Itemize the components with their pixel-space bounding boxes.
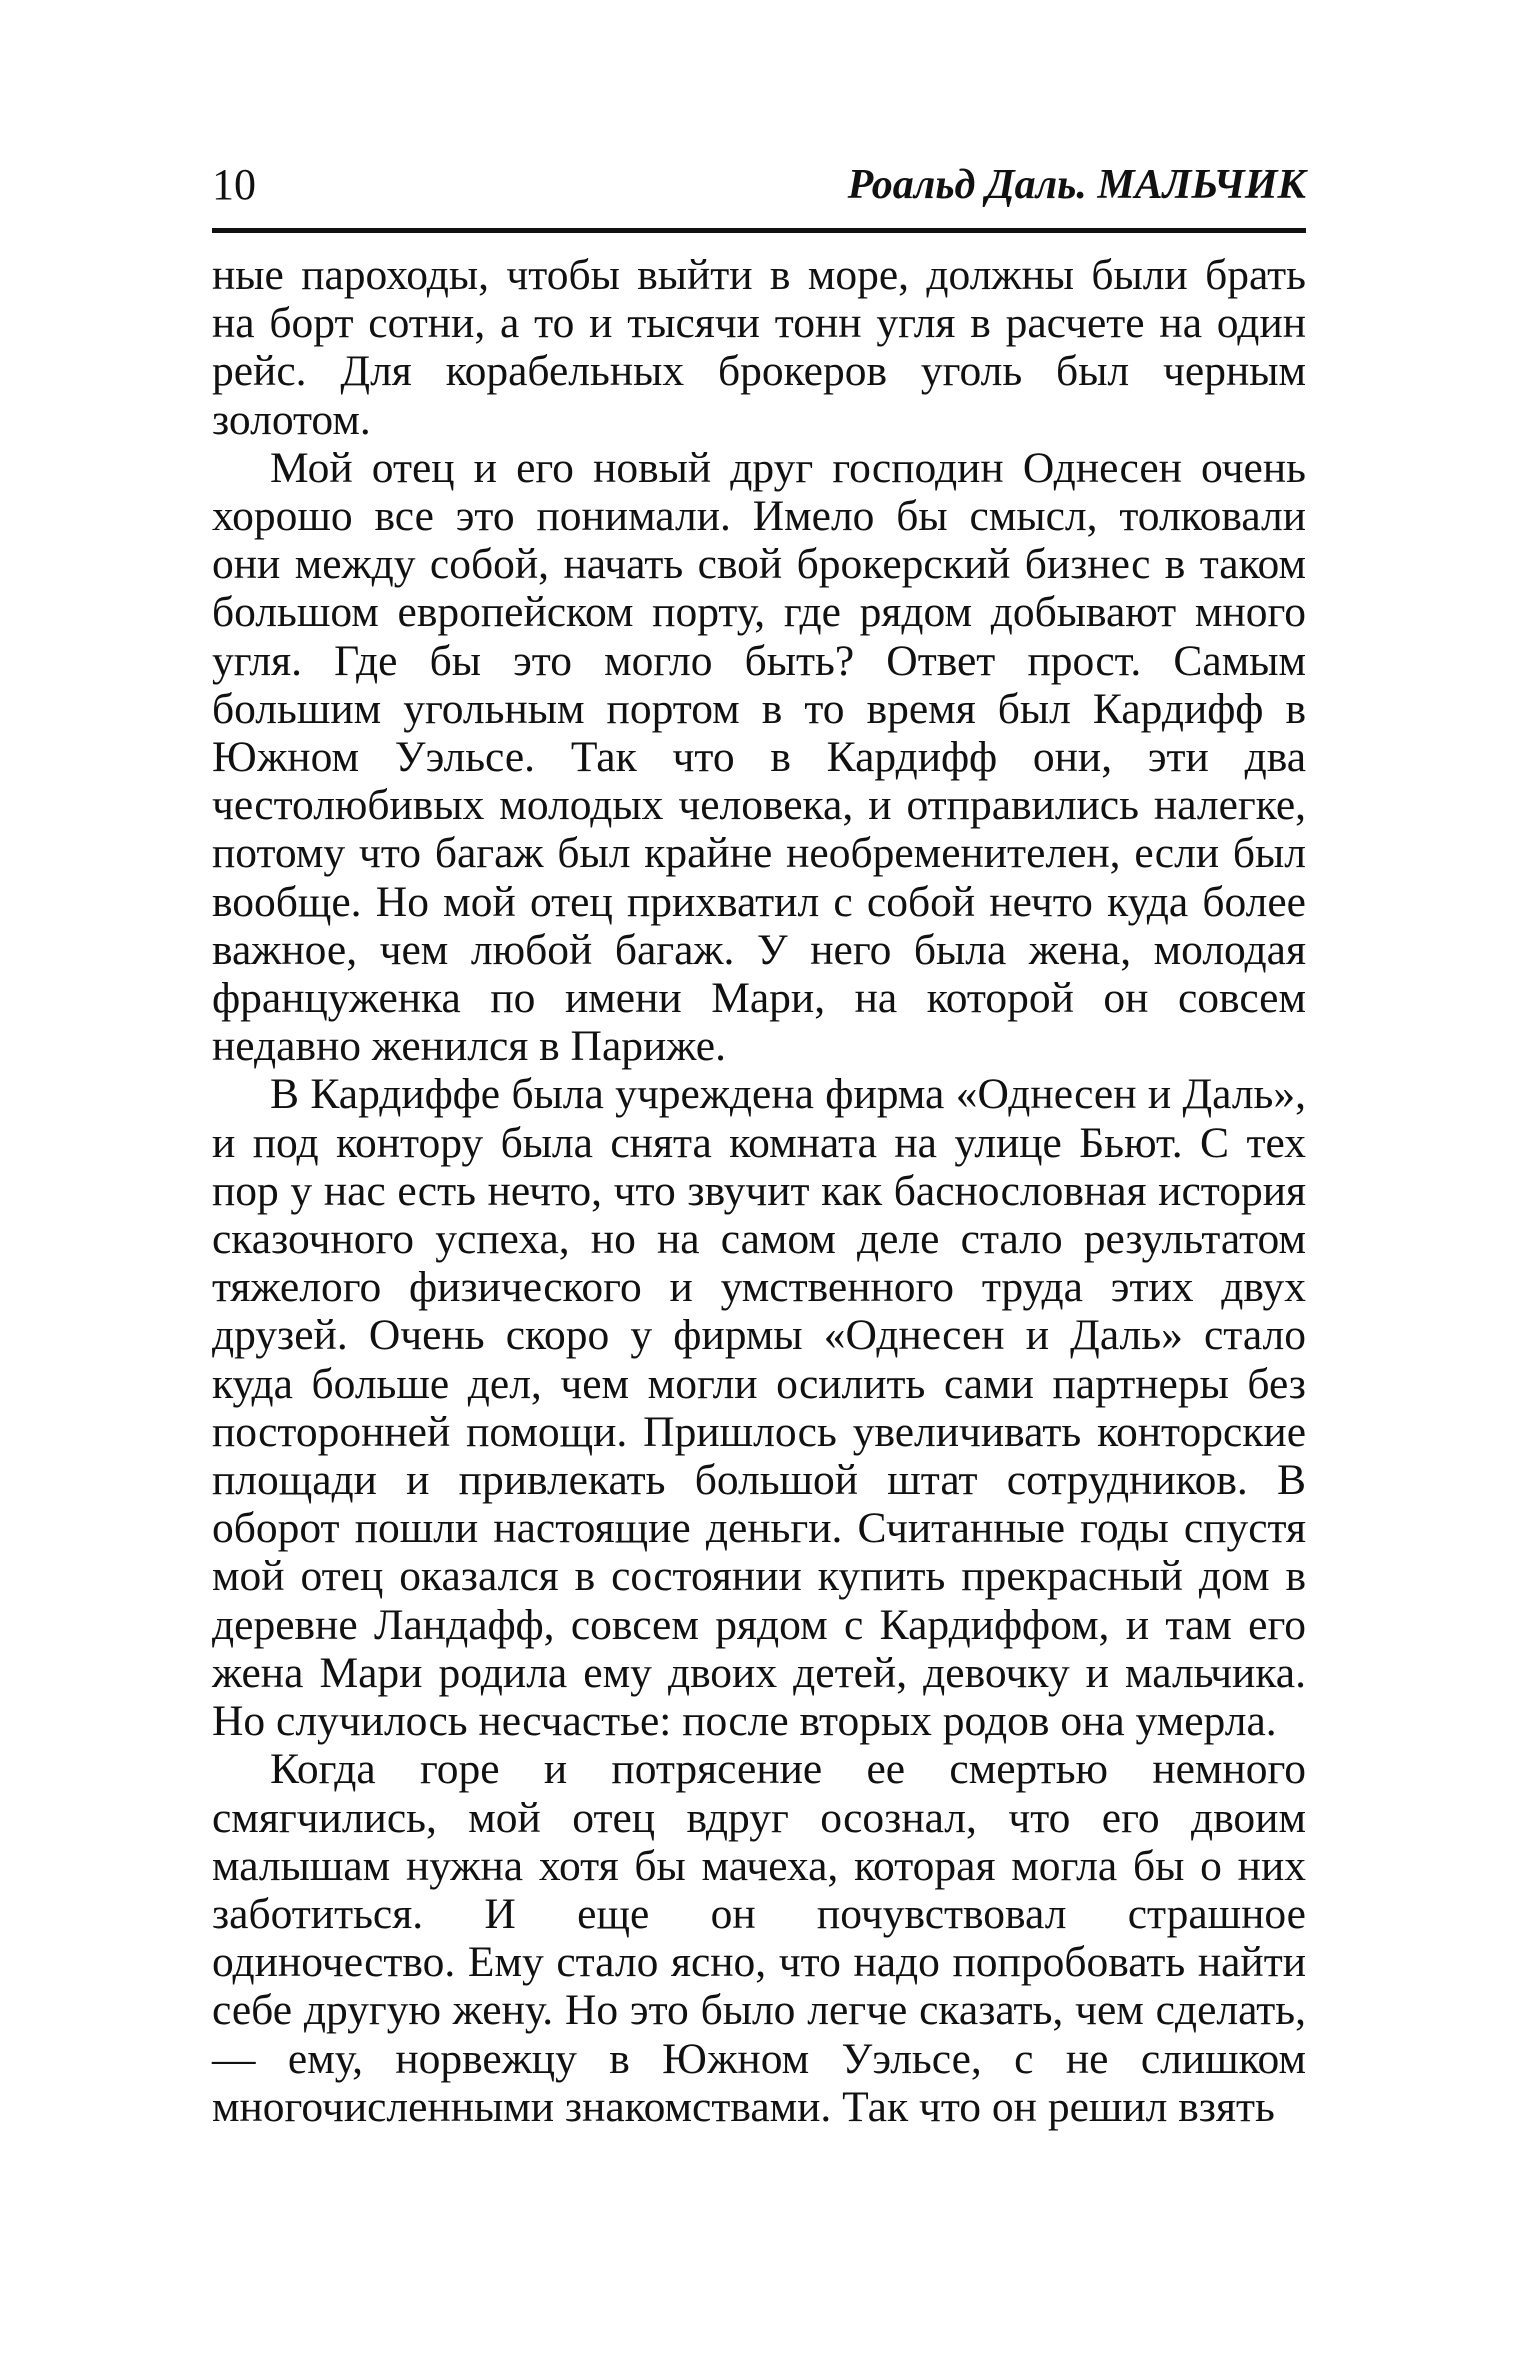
body-text bbox=[212, 251, 1306, 2131]
paragraph-1: ные пароходы, чтобы выйти в море, должны были брать на борт сотни, а то и тысячи тонн угля в расчете на один рейс. Для корабельных брокеров уголь был черным золотом. bbox=[212, 251, 1306, 444]
page-number: 10 bbox=[212, 160, 256, 209]
page-header bbox=[212, 150, 1306, 233]
paragraph-3: В Кардиффе была учреждена фирма «Однесен и Даль», и под контору была снята комната на улице Бьют. С тех пор у нас есть нечто, что звучит как баснословная история сказочного успеха, но на самом деле стало результатом тяжелого физического и умственного труда этих двух друзей. Очень скоро у фирмы «Однесен и Даль» стало куда больше дел, чем могли осилить сами партнеры без посторонней помощи. Пришлось увеличивать конторские площади и привлекать большой штат сотрудников. В оборот пошли настоящие деньги. Считанные годы спустя мой отец оказался в состоянии купить прекрасный дом в деревне Ландафф, совсем рядом с Кардиффом, и там его жена Мари родила ему двоих детей, девочку и мальчика. Но случилось несчастье: после вторых родов она умерла. bbox=[212, 1070, 1306, 1746]
paragraph-2: Мой отец и его новый друг господин Однесен очень хорошо все это понимали. Имело бы смысл, толковали они между собой, начать свой брокерский бизнес в таком большом европейском порту, где рядом добывают много угля. Где бы это могло быть? Ответ прост. Самым большим угольным портом в то время был Кардифф в Южном Уэльсе. Так что в Кардифф они, эти два честолюбивых молодых человека, и отправились налегке, потому что багаж был крайне необременителен, если был вообще. Но мой отец прихватил с собой нечто куда более важное, чем любой багаж. У него была жена, молодая француженка по имени Мари, на которой он совсем недавно женился в Париже. bbox=[212, 443, 1306, 1071]
book-page bbox=[212, 150, 1306, 2131]
running-title: Роальд Даль. МАЛЬЧИК bbox=[847, 162, 1306, 208]
paragraph-4: Когда горе и потрясение ее смертью немного смягчились, мой отец вдруг осознал, что его двоим малышам нужна хотя бы мачеха, которая могла бы о них заботиться. И еще он почувствовал страшное одиночество. Ему стало ясно, что надо попробовать найти себе другую жену. Но это было легче сказать, чем сделать, — ему, норвежцу в Южном Уэльсе, с не слишком многочисленными знакомствами. Так что он решил взять bbox=[212, 1745, 1306, 2131]
